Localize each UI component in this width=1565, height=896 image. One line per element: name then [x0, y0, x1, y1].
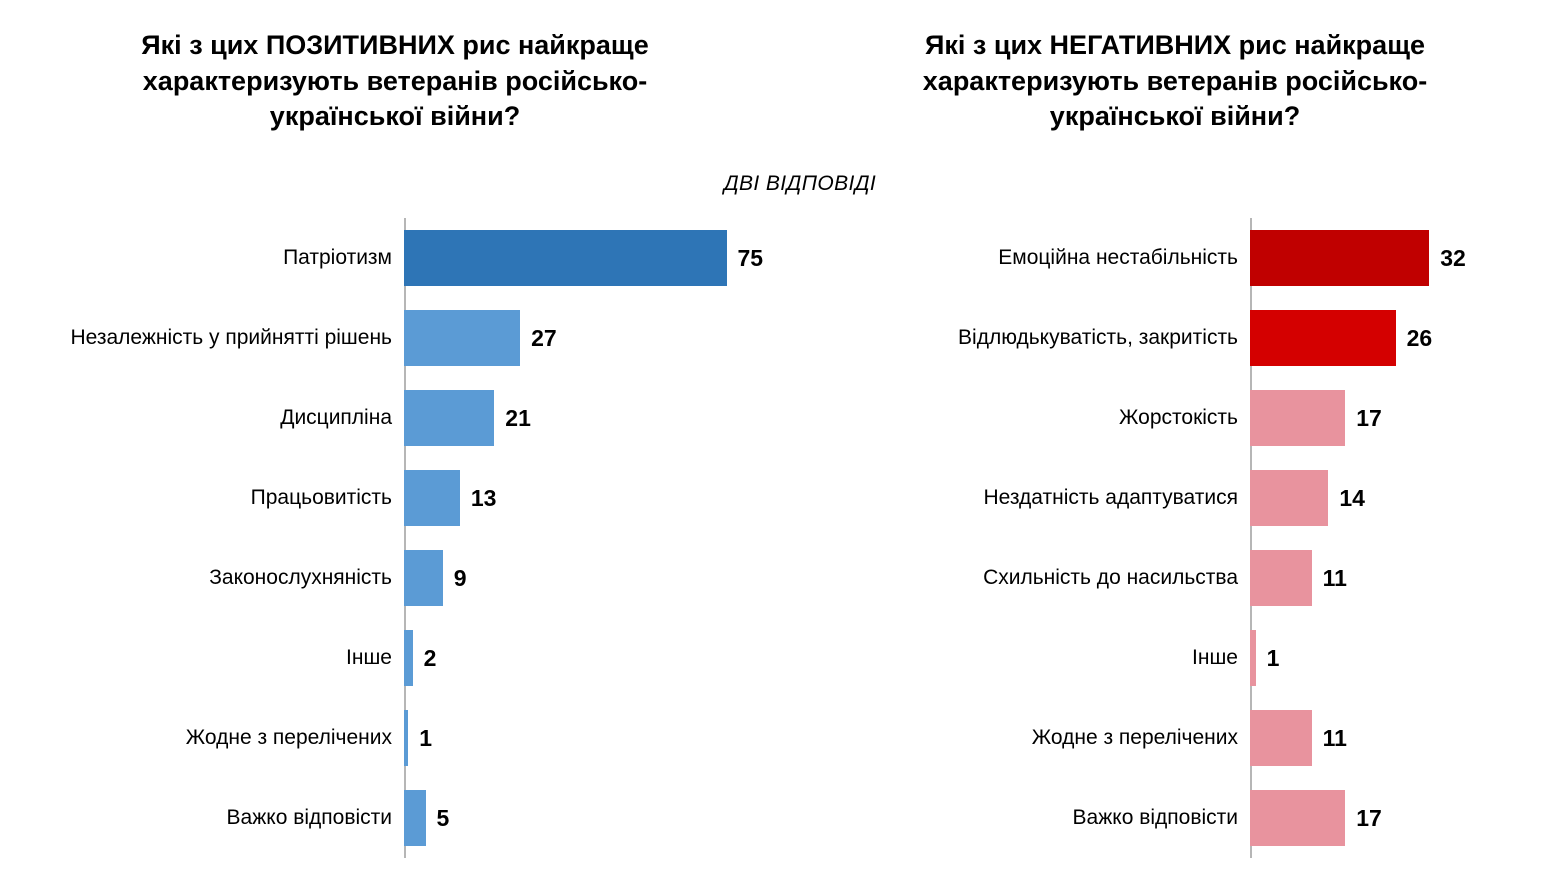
- category-label: Інше: [1192, 645, 1238, 669]
- bar: [1250, 230, 1429, 286]
- category-label: Важко відповісти: [1072, 805, 1238, 829]
- bar-value-label: 75: [737, 244, 764, 271]
- bar-row: [10, 218, 780, 298]
- negative-chart-area: [790, 218, 1560, 868]
- bar-value-label: 1: [419, 724, 433, 751]
- negative-chart-title: [790, 0, 1560, 135]
- bar-container: [404, 538, 780, 618]
- bar-value-label: 2: [423, 644, 437, 671]
- category-label: Важко відповісти: [226, 805, 392, 829]
- category-label: Відлюдькуватість, закритість: [958, 325, 1238, 349]
- bar-value-label: 32: [1440, 244, 1466, 271]
- bar-row: [790, 778, 1560, 858]
- bar-value-label: 21: [505, 404, 531, 431]
- bar: [1250, 790, 1345, 846]
- two-answers-note: ДВІ ВІДПОВІДІ: [723, 172, 877, 195]
- category-label: Патріотизм: [283, 245, 392, 269]
- bar-row: [790, 458, 1560, 538]
- bar: [1250, 550, 1312, 606]
- negative-title-line-2: характеризують ветеранів російсько-: [922, 65, 1428, 96]
- bar-value-label: 14: [1339, 484, 1365, 511]
- bar-row: [790, 298, 1560, 378]
- bar-container: [404, 778, 780, 858]
- bar-container: [404, 618, 780, 698]
- negative-traits-panel: [790, 0, 1560, 896]
- bar-value-label: 26: [1406, 324, 1433, 351]
- bar: [1250, 390, 1345, 446]
- bar-row: [790, 698, 1560, 778]
- bar-container: [404, 218, 780, 298]
- bar: [404, 310, 520, 366]
- bar-container: [1250, 538, 1560, 618]
- bar-value-label: 11: [1322, 564, 1347, 591]
- negative-title-line-3: української війни?: [1049, 101, 1301, 132]
- bar: [1250, 710, 1312, 766]
- bar-row: [10, 378, 780, 458]
- bar: [404, 790, 426, 846]
- category-label: Нездатність адаптуватися: [983, 485, 1238, 509]
- bar-container: [1250, 458, 1560, 538]
- positive-chart-area: [10, 218, 780, 868]
- bar-row: [790, 218, 1560, 298]
- bar-value-label: 17: [1356, 804, 1382, 831]
- positive-title-line-2: характеризують ветеранів російсько-: [142, 65, 648, 96]
- category-label: Жодне з перелічених: [185, 725, 392, 749]
- category-label: Дисципліна: [280, 405, 392, 429]
- category-label: Емоційна нестабільність: [998, 245, 1238, 269]
- positive-traits-panel: [10, 0, 780, 896]
- bar-value-label: 9: [453, 564, 467, 591]
- positive-title-line-1: Які з цих ПОЗИТИВНИХ рис найкраще: [141, 30, 649, 60]
- bar-container: [404, 378, 780, 458]
- positive-chart-title: [10, 0, 780, 135]
- bar-container: [1250, 378, 1560, 458]
- bar-container: [1250, 698, 1560, 778]
- category-label: Працьовитість: [250, 485, 392, 509]
- bar: [404, 230, 727, 286]
- bar-row: [10, 698, 780, 778]
- bar: [1250, 630, 1256, 686]
- bar: [404, 550, 443, 606]
- bar: [404, 470, 460, 526]
- bar-container: [404, 298, 780, 378]
- bar: [404, 710, 408, 766]
- bar: [404, 630, 413, 686]
- bar: [1250, 310, 1396, 366]
- bar-value-label: 1: [1266, 644, 1280, 671]
- bar-value-label: 13: [470, 484, 497, 511]
- bar-value-label: 5: [436, 804, 450, 831]
- bar-row: [10, 298, 780, 378]
- bar-container: [404, 458, 780, 538]
- bar-container: [1250, 778, 1560, 858]
- bar-container: [1250, 618, 1560, 698]
- bar-container: [1250, 298, 1560, 378]
- bar-container: [404, 698, 780, 778]
- positive-title-line-3: української війни?: [269, 101, 521, 132]
- bar: [1250, 470, 1328, 526]
- category-label: Схильність до насильства: [983, 565, 1238, 589]
- bar-container: [1250, 218, 1560, 298]
- bar-row: [10, 458, 780, 538]
- negative-bar-rows: [790, 218, 1560, 858]
- bar-row: [790, 618, 1560, 698]
- bar-value-label: 17: [1356, 404, 1382, 431]
- category-label: Інше: [346, 645, 392, 669]
- category-label: Жодне з перелічених: [1031, 725, 1238, 749]
- bar-row: [10, 618, 780, 698]
- bar-value-label: 11: [1322, 724, 1347, 751]
- negative-title-line-1: Які з цих НЕГАТИВНИХ рис найкраще: [925, 30, 1425, 60]
- category-label: Незалежність у прийнятті рішень: [70, 325, 392, 349]
- bar-row: [790, 378, 1560, 458]
- category-label: Законослухняність: [209, 565, 392, 589]
- bar-value-label: 27: [531, 324, 557, 351]
- bar-row: [10, 778, 780, 858]
- bar-row: [790, 538, 1560, 618]
- bar-row: [10, 538, 780, 618]
- bar: [404, 390, 494, 446]
- category-label: Жорстокість: [1119, 405, 1238, 429]
- positive-bar-rows: [10, 218, 780, 858]
